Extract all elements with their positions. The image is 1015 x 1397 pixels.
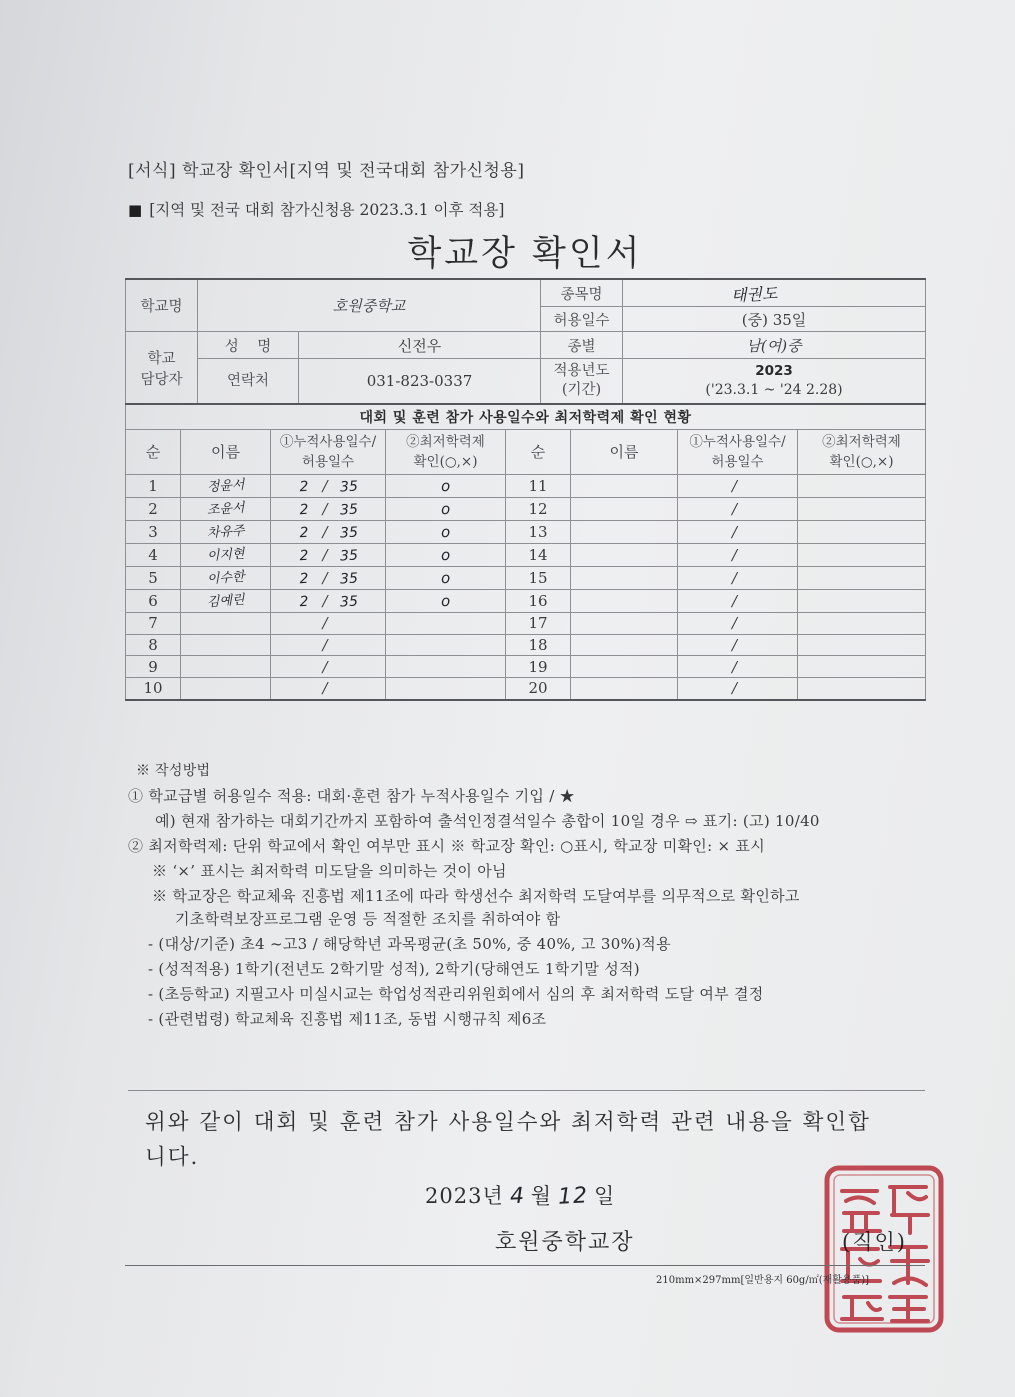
table-row xyxy=(126,567,926,590)
grade-check: o xyxy=(440,591,451,611)
days-slash: / xyxy=(322,614,328,633)
info-row xyxy=(126,279,926,307)
allowed-days xyxy=(334,671,364,673)
days-slash: / xyxy=(322,545,328,564)
used-days xyxy=(292,671,316,672)
allowed-days xyxy=(743,536,773,538)
row-number: 18 xyxy=(506,634,571,656)
row-number: 4 xyxy=(126,544,181,567)
allowed-days xyxy=(334,628,364,630)
year-cell xyxy=(623,359,926,405)
grade-check: o xyxy=(440,499,451,519)
allowed-days: 35 xyxy=(339,524,358,541)
days-slash: / xyxy=(731,614,738,633)
date-month-unit: 월 xyxy=(530,1184,553,1208)
allowed-days xyxy=(334,649,364,651)
grade-check-cell xyxy=(798,590,926,613)
days-cell xyxy=(678,544,798,567)
days-cell xyxy=(678,521,798,544)
col-header-days-line1: ①누적사용일수/ xyxy=(689,434,786,450)
student-name-cell xyxy=(571,521,678,544)
allowed-days: 35 xyxy=(339,478,358,495)
used-days: 2 xyxy=(299,478,310,495)
subtitle: [지역 및 전국 대회 참가신청용 2023.3.1 이후 적용] xyxy=(149,201,505,219)
year-label xyxy=(541,359,623,405)
confirmation-statement-line1: 위와 같이 대회 및 훈련 참가 사용일수와 최저학력 관련 내용을 확인합 xyxy=(145,1110,871,1135)
year-value: 2023 xyxy=(755,363,793,379)
form-label: [서식] 학교장 확인서[지역 및 전국대회 참가신청용] xyxy=(128,161,525,181)
days-slash: / xyxy=(731,636,738,655)
grade-check-cell xyxy=(798,521,926,544)
grade-check-cell xyxy=(386,567,506,590)
grade-check-cell xyxy=(798,656,926,678)
info-row xyxy=(126,359,926,405)
row-number: 20 xyxy=(506,678,571,700)
instruction-line: ※ 학교장은 학교체육 진흥법 제11조에 따라 학생선수 최저학력 도달여부를 의무적으로 확인하고 xyxy=(152,887,800,905)
table-row xyxy=(126,544,926,567)
student-name: 차유주 xyxy=(206,523,245,542)
used-days xyxy=(292,649,316,650)
days-cell xyxy=(678,498,798,521)
instruction-line: 기초학력보장프로그램 운영 등 적절한 조치를 취하여야 함 xyxy=(175,910,561,928)
school-name-label: 학교명 xyxy=(126,279,198,332)
days-cell xyxy=(678,613,798,635)
category-label: 종별 xyxy=(541,332,623,359)
row-number: 12 xyxy=(506,498,571,521)
instruction-line: - (대상/기준) 초4 ~고3 / 해당학년 과목평균(초 50%, 중 40%, 고 30%)적용 xyxy=(148,935,671,953)
contact-label: 연락처 xyxy=(198,359,299,405)
paper-spec-footer: 210mm×297mm[일반용지 60g/㎡(재활용품)] xyxy=(656,1275,870,1286)
row-number: 14 xyxy=(506,544,571,567)
grade-check-cell xyxy=(798,475,926,498)
used-days: 2 xyxy=(299,501,310,518)
days-cell xyxy=(271,498,386,521)
row-number: 6 xyxy=(126,590,181,613)
days-slash: / xyxy=(322,499,328,518)
date-month: 4 xyxy=(509,1183,526,1210)
used-days xyxy=(702,559,726,560)
allowed-days: 35 xyxy=(339,501,358,518)
grade-check-cell xyxy=(798,678,926,700)
days-cell xyxy=(271,678,386,700)
grade-check-cell xyxy=(798,498,926,521)
status-title-row xyxy=(126,404,926,430)
allowed-days xyxy=(743,513,773,515)
days-slash: / xyxy=(322,522,328,541)
col-header-days-line2: 허용일수 xyxy=(711,454,764,470)
days-cell xyxy=(271,590,386,613)
days-slash: / xyxy=(322,568,328,587)
document-title: 학교장 확인서 xyxy=(407,234,643,274)
grade-check-cell xyxy=(798,634,926,656)
col-header-days-line1: ①누적사용일수/ xyxy=(279,434,377,450)
student-name: 이수한 xyxy=(206,569,245,588)
col-header-grade xyxy=(798,430,926,475)
grade-check: o xyxy=(440,545,451,565)
used-days xyxy=(292,693,316,694)
grade-check: o xyxy=(440,522,451,542)
used-days xyxy=(702,649,726,650)
date-day: 12 xyxy=(557,1183,589,1210)
status-rows xyxy=(126,475,926,700)
student-name-cell xyxy=(571,544,678,567)
days-cell xyxy=(678,656,798,678)
col-header-name: 이름 xyxy=(181,430,271,475)
days-cell xyxy=(271,656,386,678)
grade-check-cell xyxy=(798,544,926,567)
days-slash: / xyxy=(322,679,328,698)
allowed-days xyxy=(743,628,773,630)
allowed-days: 35 xyxy=(339,593,358,610)
days-cell xyxy=(678,567,798,590)
subtitle-line xyxy=(128,198,504,220)
bullet-square-icon: ■ xyxy=(128,201,143,219)
days-slash: / xyxy=(731,477,738,495)
days-cell xyxy=(271,521,386,544)
student-name-cell xyxy=(181,521,271,544)
student-name: 김예린 xyxy=(206,592,245,611)
student-name-cell xyxy=(181,475,271,498)
days-cell xyxy=(271,613,386,635)
date-day-unit: 일 xyxy=(594,1184,616,1208)
table-row xyxy=(126,613,926,635)
status-header-row xyxy=(126,430,926,475)
allowed-days xyxy=(743,490,773,492)
allowed-days xyxy=(743,582,773,584)
col-header-grade-line2: 확인(○,×) xyxy=(829,454,894,470)
used-days xyxy=(702,536,726,537)
year-label-line1: 적용년도 xyxy=(553,363,610,379)
instruction-line: - (관련법령) 학교체육 진흥법 제11조, 동법 시행규칙 제6조 xyxy=(148,1010,547,1028)
grade-check-cell xyxy=(386,544,506,567)
student-name: 이지현 xyxy=(206,546,245,565)
date-year: 2023년 xyxy=(425,1184,504,1208)
student-name-cell xyxy=(571,590,678,613)
table-row xyxy=(126,634,926,656)
student-name-cell xyxy=(571,498,678,521)
grade-check-cell xyxy=(798,613,926,635)
student-name-cell xyxy=(571,678,678,700)
event-cell xyxy=(623,279,926,307)
days-slash: / xyxy=(731,592,738,610)
col-header-days xyxy=(678,430,798,475)
event-name: 태권도 xyxy=(730,283,778,305)
row-number: 2 xyxy=(126,498,181,521)
used-days xyxy=(702,628,726,629)
grade-check-cell xyxy=(386,678,506,700)
days-cell xyxy=(271,544,386,567)
days-slash: / xyxy=(731,569,738,587)
allowed-days xyxy=(743,559,773,561)
days-cell xyxy=(678,678,798,700)
days-slash: / xyxy=(731,546,738,564)
instruction-line: - (성적적용) 1학기(전년도 2학기말 성적), 2학기(당해연도 1학기말 성적) xyxy=(148,960,640,978)
col-header-grade xyxy=(386,430,506,475)
used-days xyxy=(702,605,726,606)
used-days xyxy=(702,693,726,694)
grade-check-cell xyxy=(386,634,506,656)
row-number: 3 xyxy=(126,521,181,544)
col-header-grade-line1: ②최저학력제 xyxy=(822,434,901,450)
student-name-cell xyxy=(181,678,271,700)
row-number: 16 xyxy=(506,590,571,613)
grade-check-cell xyxy=(386,475,506,498)
school-name-cell xyxy=(198,279,541,332)
student-name-cell xyxy=(181,634,271,656)
allowed-days-value: (중) 35일 xyxy=(623,307,926,332)
grade-check: o xyxy=(440,568,451,588)
manager-name: 신전우 xyxy=(299,332,541,359)
year-label-line2: (기간) xyxy=(561,382,602,398)
manager-label-line2: 담당자 xyxy=(140,371,183,388)
table-row xyxy=(126,498,926,521)
manager-label xyxy=(126,332,198,405)
instruction-line: ② 최저학력제: 단위 학교에서 확인 여부만 표시 ※ 학교장 확인: ○표시, 학교장 미확인: × 표시 xyxy=(128,837,766,855)
col-header-days-line2: 허용일수 xyxy=(301,454,355,470)
col-header-no: 순 xyxy=(126,430,181,475)
row-number: 5 xyxy=(126,567,181,590)
days-slash: / xyxy=(731,500,738,518)
row-number: 15 xyxy=(506,567,571,590)
days-cell xyxy=(271,567,386,590)
table-row xyxy=(126,678,926,700)
col-header-name: 이름 xyxy=(571,430,678,475)
grade-check-cell xyxy=(386,521,506,544)
used-days xyxy=(702,671,726,672)
section-divider xyxy=(128,1090,925,1091)
days-cell xyxy=(271,634,386,656)
confirmation-date xyxy=(425,1180,615,1210)
row-number: 13 xyxy=(506,521,571,544)
allowed-days: 35 xyxy=(339,547,358,564)
confirmation-statement-line2: 니다. xyxy=(145,1145,200,1170)
official-seal-stamp xyxy=(822,1163,946,1335)
grade-check: o xyxy=(440,476,451,496)
col-header-grade-line2: 확인(○,×) xyxy=(413,454,478,470)
instruction-line: ※ ‘×’ 표시는 최저학력 미도달을 의미하는 것이 아님 xyxy=(152,862,507,880)
instruction-line: - (초등학교) 지필고사 미실시교는 학업성적관리위원회에서 심의 후 최저학력 도달 여부 결정 xyxy=(148,985,764,1003)
category-value: 남(여)중 xyxy=(746,336,802,355)
row-number: 9 xyxy=(126,656,181,678)
used-days: 2 xyxy=(299,524,310,541)
row-number: 19 xyxy=(506,656,571,678)
status-section-title: 대회 및 훈련 참가 사용일수와 최저학력제 확인 현황 xyxy=(126,404,926,430)
manager-label-line1: 학교 xyxy=(147,350,176,367)
table-row xyxy=(126,656,926,678)
used-days xyxy=(702,490,726,491)
category-cell xyxy=(623,332,926,359)
manager-name-label: 성 명 xyxy=(198,332,299,359)
event-label: 종목명 xyxy=(541,279,623,307)
grade-check-cell xyxy=(798,567,926,590)
used-days: 2 xyxy=(299,593,310,610)
student-name-cell xyxy=(181,590,271,613)
table-row xyxy=(126,475,926,498)
contact-number: 031-823-0337 xyxy=(299,359,541,405)
row-number: 8 xyxy=(126,634,181,656)
student-name-cell xyxy=(571,567,678,590)
student-name-cell xyxy=(571,613,678,635)
allowed-days xyxy=(743,671,773,673)
period-value: ('23.3.1 ~ '24 2.28) xyxy=(705,382,843,398)
days-slash: / xyxy=(322,657,328,676)
school-info-table xyxy=(125,278,926,405)
student-name-cell xyxy=(181,544,271,567)
instructions-heading: ※ 작성방법 xyxy=(136,763,211,779)
days-cell xyxy=(678,590,798,613)
row-number: 11 xyxy=(506,475,571,498)
allowed-days-label: 허용일수 xyxy=(541,307,623,332)
days-slash: / xyxy=(322,591,328,610)
signer-name: 호원중학교장 xyxy=(495,1230,635,1255)
used-days xyxy=(702,582,726,583)
days-cell xyxy=(678,634,798,656)
days-slash: / xyxy=(731,679,738,698)
student-name-cell xyxy=(181,567,271,590)
row-number: 7 xyxy=(126,613,181,635)
row-number: 17 xyxy=(506,613,571,635)
school-name: 호원중학교 xyxy=(332,297,406,315)
table-row xyxy=(126,521,926,544)
instruction-line: 예) 현재 참가하는 대회기간까지 포함하여 출석인정결석일수 총합이 10일 경우 ⇨ 표기: (고) 10/40 xyxy=(155,812,820,830)
student-name-cell xyxy=(571,656,678,678)
info-row xyxy=(126,332,926,359)
footer-rule xyxy=(125,1265,925,1266)
col-header-days xyxy=(271,430,386,475)
col-header-no: 순 xyxy=(506,430,571,475)
seal-label: (직인) xyxy=(842,1230,907,1254)
grade-check-cell xyxy=(386,590,506,613)
used-days: 2 xyxy=(299,570,310,587)
days-slash: / xyxy=(322,476,328,495)
instruction-line: ① 학교급별 허용일수 적용: 대회·훈련 참가 누적사용일수 기입 / ★ xyxy=(128,787,575,805)
student-name: 정윤서 xyxy=(206,477,245,496)
row-number: 10 xyxy=(126,678,181,700)
grade-check-cell xyxy=(386,613,506,635)
grade-check-cell xyxy=(386,498,506,521)
used-days: 2 xyxy=(299,547,310,564)
student-name-cell xyxy=(181,498,271,521)
allowed-days xyxy=(334,693,364,695)
table-row xyxy=(126,590,926,613)
student-name-cell xyxy=(181,613,271,635)
used-days xyxy=(292,628,316,629)
allowed-days xyxy=(743,605,773,607)
days-slash: / xyxy=(731,523,738,541)
allowed-days xyxy=(743,693,773,695)
allowed-days xyxy=(743,649,773,651)
days-cell xyxy=(271,475,386,498)
student-name-cell xyxy=(571,475,678,498)
days-cell xyxy=(678,475,798,498)
col-header-grade-line1: ②최저학력제 xyxy=(406,434,485,450)
grade-check-cell xyxy=(386,656,506,678)
student-name-cell xyxy=(571,634,678,656)
used-days xyxy=(702,513,726,514)
student-name: 조윤서 xyxy=(206,500,245,519)
student-name-cell xyxy=(181,656,271,678)
status-table xyxy=(125,403,926,701)
days-slash: / xyxy=(731,657,738,676)
row-number: 1 xyxy=(126,475,181,498)
allowed-days: 35 xyxy=(339,570,358,587)
days-slash: / xyxy=(322,636,328,655)
